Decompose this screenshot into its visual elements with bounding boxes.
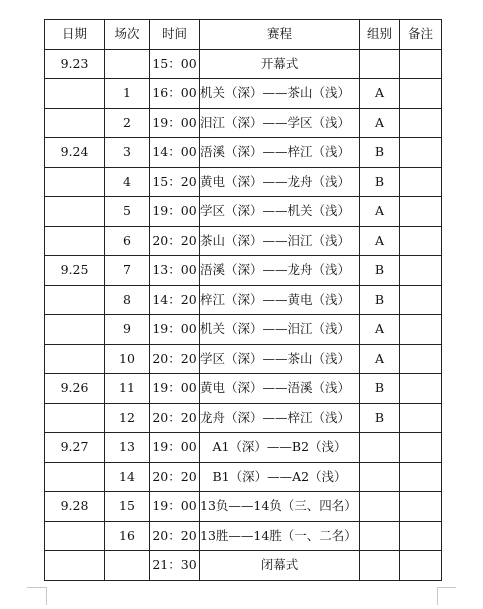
game-cell: 16 <box>105 521 150 551</box>
header-game: 场次 <box>105 20 150 50</box>
note-cell <box>400 197 442 227</box>
match-cell: 龙舟（深）——梓江（浅） <box>200 403 360 433</box>
match-cell: 黄电（深）——浯溪（浅） <box>200 374 360 404</box>
time-cell: 16：00 <box>150 79 200 109</box>
time-cell: 14：20 <box>150 285 200 315</box>
game-cell: 11 <box>105 374 150 404</box>
date-cell <box>45 403 105 433</box>
game-cell: 13 <box>105 433 150 463</box>
header-match: 赛程 <box>200 20 360 50</box>
table-row <box>45 256 442 286</box>
game-cell <box>105 49 150 79</box>
table-row <box>45 167 442 197</box>
header-row <box>45 20 442 50</box>
game-cell: 5 <box>105 197 150 227</box>
group-cell <box>360 462 400 492</box>
game-cell: 7 <box>105 256 150 286</box>
note-cell <box>400 285 442 315</box>
date-cell <box>45 285 105 315</box>
group-cell <box>360 551 400 581</box>
date-cell <box>45 108 105 138</box>
date-cell: 9.28 <box>45 492 105 522</box>
table-row <box>45 551 442 581</box>
game-cell: 2 <box>105 108 150 138</box>
note-cell <box>400 49 442 79</box>
crop-mark-left-h <box>27 587 46 588</box>
time-cell: 15：00 <box>150 49 200 79</box>
game-cell: 8 <box>105 285 150 315</box>
match-cell: 汨江（深）——学区（浅） <box>200 108 360 138</box>
game-cell: 14 <box>105 462 150 492</box>
date-cell <box>45 344 105 374</box>
time-cell: 19：00 <box>150 433 200 463</box>
match-cell: 机关（深）——汨江（浅） <box>200 315 360 345</box>
group-cell <box>360 492 400 522</box>
time-cell: 15：20 <box>150 167 200 197</box>
group-cell <box>360 49 400 79</box>
date-cell: 9.27 <box>45 433 105 463</box>
date-cell <box>45 79 105 109</box>
note-cell <box>400 551 442 581</box>
date-cell <box>45 167 105 197</box>
table-row <box>45 374 442 404</box>
date-cell: 9.26 <box>45 374 105 404</box>
time-cell: 21：30 <box>150 551 200 581</box>
table-row <box>45 433 442 463</box>
table-row <box>45 49 442 79</box>
date-cell: 9.25 <box>45 256 105 286</box>
match-cell: A1（深）——B2（浅） <box>200 433 360 463</box>
table-row <box>45 403 442 433</box>
table-row <box>45 285 442 315</box>
time-cell: 14：00 <box>150 138 200 168</box>
note-cell <box>400 108 442 138</box>
group-cell <box>360 433 400 463</box>
game-cell: 1 <box>105 79 150 109</box>
game-cell: 6 <box>105 226 150 256</box>
table-row <box>45 108 442 138</box>
note-cell <box>400 492 442 522</box>
date-cell <box>45 197 105 227</box>
note-cell <box>400 138 442 168</box>
group-cell: B <box>360 403 400 433</box>
date-cell <box>45 315 105 345</box>
time-cell: 20：20 <box>150 521 200 551</box>
date-cell: 9.23 <box>45 49 105 79</box>
match-cell: 机关（深）——茶山（浅） <box>200 79 360 109</box>
note-cell <box>400 344 442 374</box>
group-cell: A <box>360 197 400 227</box>
date-cell <box>45 521 105 551</box>
crop-mark-left-v <box>46 587 47 605</box>
match-cell: 开幕式 <box>200 49 360 79</box>
group-cell: B <box>360 285 400 315</box>
schedule-table <box>44 19 442 581</box>
time-cell: 20：20 <box>150 344 200 374</box>
table-row <box>45 226 442 256</box>
header-note: 备注 <box>400 20 442 50</box>
note-cell <box>400 315 442 345</box>
time-cell: 20：20 <box>150 462 200 492</box>
group-cell: B <box>360 374 400 404</box>
note-cell <box>400 226 442 256</box>
time-cell: 13：00 <box>150 256 200 286</box>
time-cell: 19：00 <box>150 374 200 404</box>
group-cell: A <box>360 226 400 256</box>
game-cell: 9 <box>105 315 150 345</box>
match-cell: 闭幕式 <box>200 551 360 581</box>
note-cell <box>400 256 442 286</box>
date-cell: 9.24 <box>45 138 105 168</box>
date-cell <box>45 462 105 492</box>
date-cell <box>45 226 105 256</box>
match-cell: 梓江（深）——黄电（浅） <box>200 285 360 315</box>
group-cell: B <box>360 167 400 197</box>
time-cell: 20：20 <box>150 226 200 256</box>
group-cell: A <box>360 315 400 345</box>
match-cell: B1（深）——A2（浅） <box>200 462 360 492</box>
match-cell: 茶山（深）——汨江（浅） <box>200 226 360 256</box>
group-cell: A <box>360 108 400 138</box>
time-cell: 19：00 <box>150 315 200 345</box>
group-cell: A <box>360 344 400 374</box>
group-cell: A <box>360 79 400 109</box>
table-row <box>45 344 442 374</box>
header-group: 组别 <box>360 20 400 50</box>
table-row <box>45 521 442 551</box>
game-cell <box>105 551 150 581</box>
table-row <box>45 315 442 345</box>
match-cell: 学区（深）——茶山（浅） <box>200 344 360 374</box>
time-cell: 19：00 <box>150 197 200 227</box>
crop-mark-right-h <box>437 587 456 588</box>
match-cell: 13负——14负（三、四名） <box>200 492 360 522</box>
note-cell <box>400 521 442 551</box>
game-cell: 3 <box>105 138 150 168</box>
group-cell <box>360 521 400 551</box>
game-cell: 12 <box>105 403 150 433</box>
time-cell: 20：20 <box>150 403 200 433</box>
table-row <box>45 138 442 168</box>
table-row <box>45 79 442 109</box>
table-row <box>45 492 442 522</box>
header-date: 日期 <box>45 20 105 50</box>
crop-mark-right-v <box>437 587 438 605</box>
note-cell <box>400 433 442 463</box>
group-cell: B <box>360 256 400 286</box>
match-cell: 13胜——14胜（一、二名） <box>200 521 360 551</box>
match-cell: 黄电（深）——龙舟（浅） <box>200 167 360 197</box>
note-cell <box>400 462 442 492</box>
game-cell: 10 <box>105 344 150 374</box>
note-cell <box>400 403 442 433</box>
note-cell <box>400 167 442 197</box>
group-cell: B <box>360 138 400 168</box>
date-cell <box>45 551 105 581</box>
table-row <box>45 462 442 492</box>
note-cell <box>400 374 442 404</box>
header-time: 时间 <box>150 20 200 50</box>
match-cell: 学区（深）——机关（浅） <box>200 197 360 227</box>
time-cell: 19：00 <box>150 108 200 138</box>
game-cell: 4 <box>105 167 150 197</box>
game-cell: 15 <box>105 492 150 522</box>
match-cell: 浯溪（深）——梓江（浅） <box>200 138 360 168</box>
match-cell: 浯溪（深）——龙舟（浅） <box>200 256 360 286</box>
time-cell: 19：00 <box>150 492 200 522</box>
table-row <box>45 197 442 227</box>
note-cell <box>400 79 442 109</box>
